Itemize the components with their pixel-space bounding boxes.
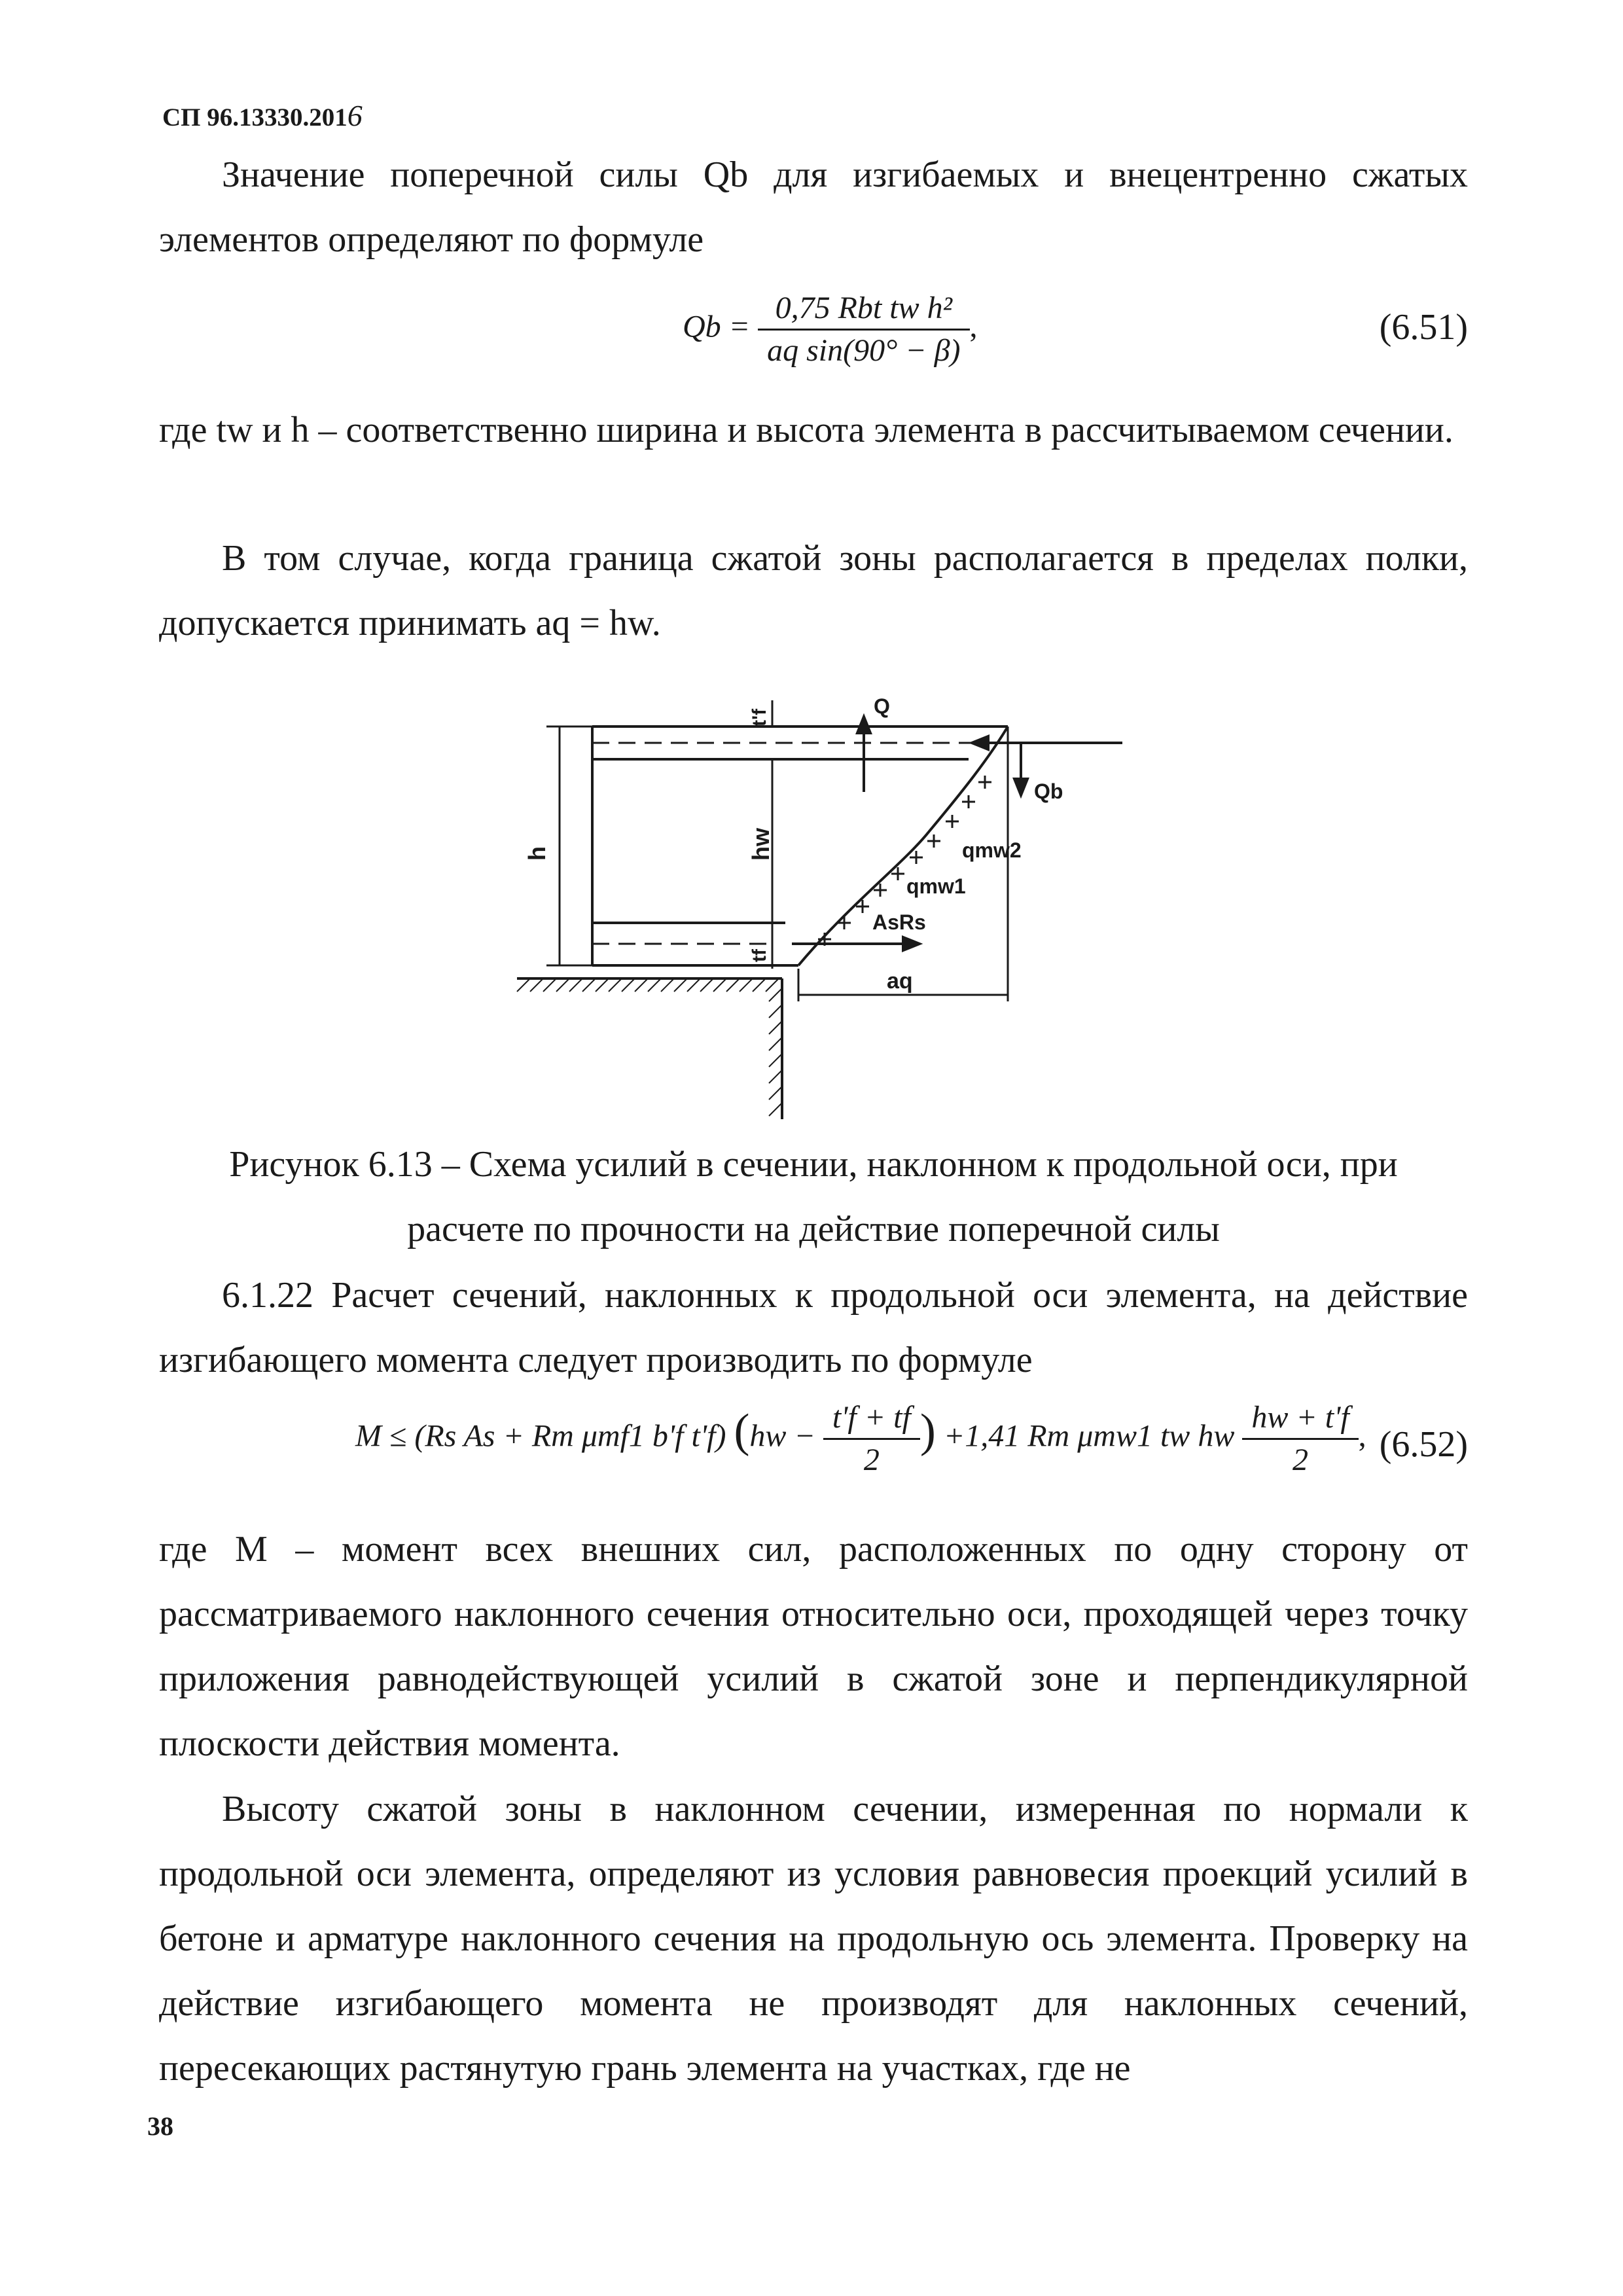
- handwritten-year-digit: 6: [347, 99, 363, 132]
- document-code: СП 96.13330.201: [162, 103, 348, 132]
- label-aq: aq: [887, 969, 913, 994]
- paragraph-aq-equals-hw: В том случае, когда граница сжатой зоны располагается в пределах полки, допускается принимать aq = hw.: [159, 538, 1468, 643]
- document-code-header: [162, 98, 363, 133]
- label-qmw2: qmw2: [962, 838, 1022, 862]
- formula-6-52: M ≤ (Rs As + Rm μmf1 b'f t'f) (hw − $\frac{t'f + tf}{2}$ ) +1,41 Rm μmw1 tw hw $\frac{hw + t'f}{2}$ , (6.52): [159, 1397, 1468, 1496]
- label-h: h: [524, 846, 550, 861]
- figure-caption-line-1: Рисунок 6.13 – Схема усилий в сечении, наклонном к продольной оси, при: [229, 1144, 1398, 1185]
- formula-6-51-fraction: [758, 288, 969, 371]
- label-qmw1: qmw1: [906, 874, 966, 898]
- formula-6-51-denominator: aq sin(90° − β): [767, 333, 961, 368]
- label-hw: hw: [747, 828, 774, 861]
- force-scheme-figure: [510, 694, 1139, 1126]
- support-hatching: [517, 978, 782, 1116]
- label-tf-bottom: tf: [749, 949, 770, 962]
- equation-number-6-51: (6.51): [1379, 307, 1468, 348]
- formula-6-52-part1: M ≤ (Rs As + Rm μmf1 b'f t'f): [355, 1418, 726, 1454]
- formula-6-52-frac1-denominator: 2: [863, 1443, 880, 1477]
- formula-6-52-fraction-1: [823, 1397, 920, 1480]
- label-asrs: AsRs: [872, 910, 926, 934]
- paragraph-m-definition: где M – момент всех внешних сил, расположенных по одну сторону от рассматриваемого наклонного сечения относительно оси, проходящей через точку приложения равнодействующей усилий в сжатой зоне и перпендикулярной плоскости действия момента.: [159, 1529, 1468, 1764]
- page-number: 38: [147, 2111, 173, 2141]
- formula-6-52-frac1-numerator: t'f + tf: [823, 1397, 920, 1440]
- formula-6-51: [159, 288, 1468, 373]
- label-q: Q: [874, 694, 890, 718]
- figure-caption-line-2: расчете по прочности на действие поперечной силы: [407, 1209, 1220, 1249]
- formula-6-52-fraction-2: [1242, 1397, 1358, 1480]
- formula-6-52-frac2-denominator: 2: [1293, 1443, 1308, 1477]
- equation-number-6-52: (6.52): [1379, 1424, 1468, 1465]
- label-qb: Qb: [1034, 780, 1063, 803]
- formula-6-52-hw-minus: hw −: [749, 1418, 815, 1454]
- paragraph-6-1-22: 6.1.22 Расчет сечений, наклонных к продольной оси элемента, на действие изгибающего момента следует производить по формуле: [159, 1275, 1468, 1380]
- label-tf-top: t'f: [749, 708, 770, 726]
- formula-6-52-part2: +1,41 Rm μmw1 tw hw: [943, 1418, 1235, 1454]
- paragraph-tw-h-definition: где tw и h – соответственно ширина и высота элемента в рассчитываемом сечении.: [159, 410, 1454, 450]
- paragraph-qb-intro: Значение поперечной силы Qb для изгибаемых и внецентренно сжатых элементов определяют по формуле: [159, 154, 1468, 260]
- paragraph-compressed-zone-height: Высоту сжатой зоны в наклонном сечении, измеренная по нормали к продольной оси элемента, определяют из условия равновесия проекций усилий в бетоне и арматуре наклонного сечения на продольную ось элемента. Проверку на действие изгибающего момента не производят для наклонных сечений, пересекающих растянутую грань элемента на участках, где не: [159, 1789, 1468, 2089]
- formula-6-52-frac2-numerator: hw + t'f: [1242, 1397, 1358, 1440]
- formula-6-52-tail: ,: [1358, 1418, 1366, 1454]
- formula-6-51-tail: ,: [969, 309, 978, 344]
- formula-6-51-lhs: Qb =: [683, 309, 751, 344]
- formula-6-51-numerator: 0,75 Rbt tw h²: [758, 288, 969, 331]
